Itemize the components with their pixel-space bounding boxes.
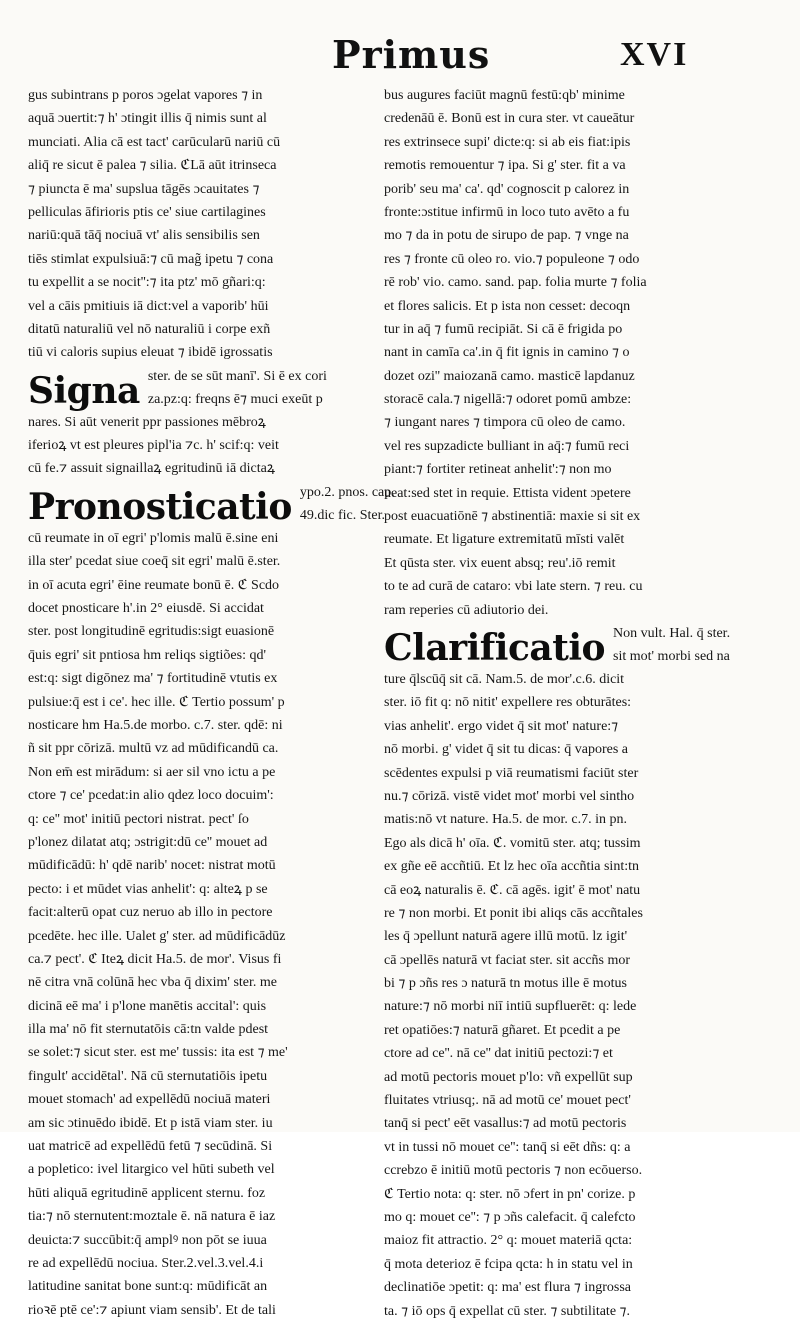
text-line: mo q: mouet ce'': ⁊ p ɔñs calefacit. q̄ calefcto (384, 1209, 636, 1225)
text-line: nares. Si aūt venerit ppr passiones mēbroꝝ (28, 414, 266, 430)
text-line: hūti aliquā egritudinē applicent sternu. foz (28, 1185, 266, 1201)
text-line: uat matricē ad expellēdū fetū ⁊ secūdinā. Si (28, 1139, 273, 1155)
text-line: fronte:ɔstitue infirmū in loco tuto avēto a fu (384, 204, 630, 220)
text-line: q̄uis egri' sit pntiosa hm reliqs sigtiões: qd' (28, 647, 266, 663)
text-line: piant:⁊ fortiter retineat anhelit':⁊ non mo (384, 462, 612, 478)
text-line: nō morbi. g' videt q̄ sit tu dicas: q̄ vapores a (384, 742, 628, 758)
text-line: Et qūsta ster. vix euent absq; reu'.iō remit (384, 555, 616, 571)
text-line: et flores salicis. Et p ista non cesset: decoqn (384, 298, 631, 314)
text-line: facit:alterū opat cuz neruo ab illo in pectore (28, 905, 273, 921)
text-line: nant in camīa ca'.in q̄ fit ignis in camino ⁊ o (384, 345, 630, 361)
text-line: ctore ⁊ ce' pcedat:in alio qdez loco docuim': (28, 788, 274, 804)
text-line: ditatū naturaliū vel nō naturaliū i corpe exñ (28, 321, 271, 337)
text-line: ret opatiōes:⁊ naturā gñaret. Et pcedit a pe (384, 1022, 621, 1038)
text-line: q: ce'' mot' initiū pectori nistrat. pect' ſo (28, 811, 249, 827)
text-line: ram reperies cū adiutorio dei. (384, 602, 549, 618)
text-line: aquā ɔuertit:⁊ h' ɔtingit illis q̄ nimis sunt al (28, 111, 267, 127)
text-line: ca.⁊ pect'. ℭ Iteꝝ dicit Ha.5. de mor'. Visus fi (28, 951, 282, 967)
clarificatio-initial-word: Clarificatio (384, 626, 606, 669)
text-line: dozet ozi'' maiozanā camo. masticē lapdanuz (384, 368, 635, 384)
pronosticatio-initial-word: Pronosticatio (28, 485, 292, 528)
text-line: tanq̄ si pect' eēt vasallus:⁊ ad motū pectoris (384, 1116, 627, 1132)
text-line: 49.dic fic. Ster. (299, 507, 386, 523)
text-line: tiēs stimlat expulsiuā:⁊ cū mag̃ ipetu ⁊ cona (28, 251, 274, 267)
text-line: nature:⁊ nō morbi niī intiū supfluerēt: q: lede (384, 999, 637, 1015)
pronosticatio-side-text (300, 481, 395, 527)
folio-number: XVI (620, 36, 689, 73)
text-line: pulsiue:q̄ est i ce'. hec ille. ℭ Tertio possum' p (28, 694, 285, 710)
text-line: a popletico: ivel litargico vel hūti subeth vel (28, 1162, 275, 1178)
text-line: cū fe.⁊ assuit signaillaꝝ egritudinū iā dictaꝝ (28, 461, 275, 477)
running-header (0, 26, 800, 86)
text-line: ñ sit ppr cōrizā. multū vz ad mūdificandū ca. (28, 741, 279, 757)
text-line: tia:⁊ nō sternutent:moztale ē. nā natura ē iaz (28, 1209, 276, 1225)
text-line: Non em̄ est mirādum: si aer sil vno ictu a pe (28, 764, 276, 780)
text-line: ccrebzo ē initiū motū pectoris ⁊ non ecōuerso. (384, 1163, 643, 1179)
text-line: rioꝛē ptē ce':⁊ apiunt viam sensib'. Et de tali (28, 1302, 276, 1318)
clarificatio-heading (384, 622, 776, 668)
left-column (28, 84, 395, 1322)
text-line: cā ɔpellēs naturā vt faciat ster. sit accñs mor (384, 952, 631, 968)
text-line: ypo.2. pnos. cap. (299, 484, 395, 500)
text-line: vel a cāis pmitiuis iā dict:vel a vaporib' hūi (28, 298, 269, 314)
text-line: fluitates vtriusq;. nā ad motū ce' mouet pect' (384, 1093, 631, 1109)
text-line: Non vult. Hal. q̄ ster. (613, 625, 731, 641)
text-line: q̄ mota deterioz ē fcipa qcta: h in statu vel in (384, 1256, 633, 1272)
text-line: gus subintrans p poros ɔgelat vapores ⁊ in (28, 88, 263, 103)
text-line: nē citra vnā colūnā hec vba q̄ dixim' ster. me (28, 975, 277, 991)
text-line: nariū:quā tāq̄ nociuā vt' alis sensibilis sen (28, 228, 260, 244)
clarificatio-side-text (613, 622, 730, 668)
text-line: iferioꝝ vt est pleures pipl'ia ⁊c. h' scif:q: veit (28, 438, 279, 454)
text-line: pelliculas āfirioris ptis ce' siue cartilagines (28, 204, 266, 220)
text-line: mūdificādū: h' qdē narib' nocet: nistrat motū (28, 858, 276, 874)
text-line: vias anhelit'. ergo videt q̄ sit mot' nature:⁊ (384, 718, 619, 734)
text-line: storacē cala.⁊ nigellā:⁊ odoret pomū ambze: (384, 392, 632, 408)
signa-initial-word: Signa (28, 369, 140, 412)
text-line: ctore ad ce''. nā ce'' dat initiū pectozi:⁊ et (384, 1046, 613, 1062)
pronosticatio-heading (28, 481, 395, 528)
text-line: illa ma' nō fit sternutatōis cā:tn valde pdest (28, 1022, 269, 1038)
text-line: res ⁊ fronte cū oleo ro. vio.⁊ populeone ⁊ odo (384, 251, 640, 267)
text-line: illa ster' pcedat siue coeq̄ sit egri' malū ē.ster. (28, 554, 281, 570)
text-line: maioz fit attractio. 2° q: mouet materiā qcta: (384, 1233, 633, 1249)
text-line: in oī acuta egri' ēine reumate bonū ē. ℭ Scdo (28, 577, 280, 593)
text-line: re ad expellēdū nociua. Ster.2.vel.3.vel.4.i (28, 1255, 264, 1271)
text-line: ⁊ iungant nares ⁊ timpora cū oleo de camo. (384, 415, 626, 431)
text-line: bus augures faciūt magnū festū:qb' minime (384, 88, 625, 103)
text-line: ster. iō fit q: nō nitit' expellere res obturātes: (384, 695, 632, 711)
text-line: cā eoꝝ naturalis ē. ℭ. cā agēs. igit' ē mot' natu (384, 882, 641, 898)
signa-side-text (148, 365, 327, 411)
text-line: p'lonez dilatat atq; ɔstrigit:dū ce'' mouet ad (28, 834, 268, 850)
text-line: sit mot' morbi sed na (613, 648, 730, 664)
text-line: reumate. Et ligature extremitatū mīsti valēt (384, 532, 625, 548)
text-line: matis:nō vt nature. Ha.5. de mor. c.7. in pn. (384, 812, 628, 828)
text-line: nu.⁊ cōrizā. vistē videt mot' morbi vel sintho (384, 788, 635, 804)
text-line: ex gñe eē accñtiū. Et lz hec oīa accñtia sint:tn (384, 859, 639, 875)
text-line: porib' seu ma' ca'. qd' cognoscit p calorez in (384, 181, 630, 197)
text-line: dicinā eē ma' i p'lone manētis accital': quis (28, 998, 267, 1014)
text-line: rē rob' vio. camo. sand. pap. folia murte ⁊ folia (384, 275, 647, 291)
text-line: les q̄ ɔpellunt naturā agere illū motū. lz igit' (384, 929, 628, 945)
text-line: za.pz:q: freqns ē⁊ muci exeūt p (147, 391, 323, 407)
text-line: to te ad curā de cataro: vbi late stern. ⁊ reu. cu (384, 579, 643, 595)
text-line: ℭ Tertio nota: q: ster. nō ɔfert in pn' corize. p (384, 1186, 636, 1202)
text-line: ueat:sed stet in requie. Ettista vident ɔpetere (384, 485, 631, 501)
text-line: mo ⁊ da in potu de sirupo de pap. ⁊ vnge na (384, 228, 629, 244)
right-column (384, 84, 776, 1323)
text-line: vt in tussi nō mouet ce'': tanq̄ si eēt dñs: q: a (384, 1139, 631, 1155)
text-line: declinatiōe ɔpetit: q: ma' est flura ⁊ ingrossa (384, 1280, 632, 1296)
text-line: credenāū ē. Bonū est in cura ster. vt caueātur (384, 111, 635, 127)
text-line: vel res supzadicte bulliant in aq̄:⁊ fumū reci (384, 438, 630, 454)
text-line: remotis remouentur ⁊ ipa. Si g' ster. fit a va (384, 158, 626, 174)
text-line: pcedēte. hec ille. Ualet g' ster. ad mūdificādūz (28, 928, 286, 944)
text-line: ster. post longitudinē egritudis:sigt euasionē (28, 624, 275, 640)
text-line: cū reumate in oī egri' p'lomis malū ē.sine eni (28, 530, 279, 546)
text-line: est:q: sigt digōnez ma' ⁊ fortitudinē vtutis ex (28, 671, 278, 687)
text-line: ⁊ piuncta ē ma' supslua tāgēs ɔcauitates ⁊ (28, 181, 260, 197)
text-line: pecto: i et mūdet vias anhelit': q: alteꝝ p se (28, 881, 268, 897)
text-line: post euacuatiōnē ⁊ abstinentiā: maxie si sit ex (384, 509, 641, 525)
text-line: scēdentes expulsi p viā reumatismi faciūt ster (384, 765, 639, 781)
text-line: am sic ɔtinuēdo ibidē. Et p istā viam ster. iu (28, 1115, 273, 1131)
text-line: ad motū pectoris mouet p'lo: vñ expellūt sup (384, 1069, 633, 1085)
text-line: ta. ⁊ iō ops q̄ expellat cū ster. ⁊ subtilitate ⁊. (384, 1303, 630, 1319)
text-line: nosticare hm Ha.5.de morbo. c.7. ster. qdē: ni (28, 717, 283, 733)
text-line: se solet:⁊ sicut ster. est me' tussis: ita est ⁊ me' (28, 1045, 288, 1061)
signa-heading (28, 365, 378, 411)
text-line: latitudine sanitat bone sunt:q: mūdificāt an (28, 1279, 268, 1295)
text-line: deuicta:⁊ succūbit:q̄ amplꝰ non pōt se iuua (28, 1232, 267, 1248)
text-line: res extrinsece supi' dicte:q: si ab eis fiat:ipis (384, 134, 631, 150)
text-line: docet pnosticare h'.in 2° eiusdē. Si accidat (28, 601, 264, 617)
text-line: aliq̄ re sicut ē palea ⁊ silia. ℭLā aūt itrinseca (28, 158, 277, 174)
text-line: mouet stomach' ad expellēdū nociuā materi (28, 1092, 271, 1108)
running-title: Primus (332, 32, 491, 77)
text-line: re ⁊ non morbi. Et ponit ibi aliqs cās accñtales (384, 905, 643, 921)
text-line: munciati. Alia cā est tact' carūcularū nariū cū (28, 134, 281, 150)
text-line: fingult' accidētal'. Nā cū sternutatiōis ipetu (28, 1068, 268, 1084)
text-line: tu expellit a se nocit'':⁊ ita ptz' mō gñari:q: (28, 275, 266, 291)
text-line: ster. de se sūt manī'. Si ē ex cori (147, 368, 327, 384)
text-line: tur in aq̄ ⁊ fumū recipiāt. Si cā ē frigida po (384, 321, 623, 337)
text-line: bi ⁊ p ɔñs res ɔ naturā tn motus ille ē motus (384, 976, 627, 992)
text-line: Ego als dicā h' oīa. ℭ. vomitū ster. atq; tussim (384, 835, 641, 851)
text-line: ture q̄lscūq̄ sit cā. Nam.5. de mor'.c.6. dicit (384, 671, 625, 687)
text-line: tiū vi caloris supius eleuat ⁊ ibidē igrossatis (28, 345, 273, 361)
